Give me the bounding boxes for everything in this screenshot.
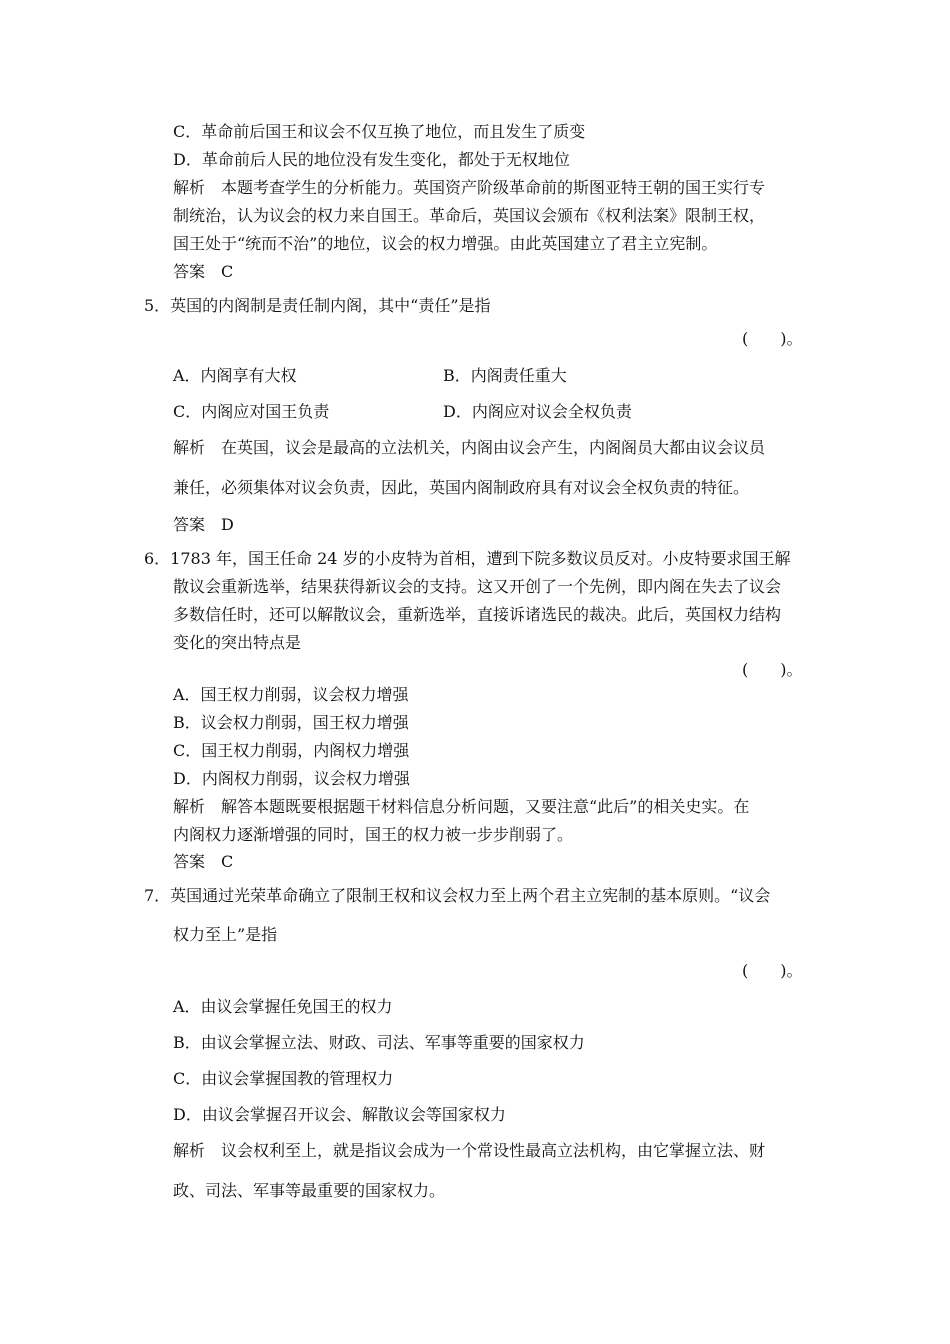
- q4-option-d: D．革命前后人民的地位没有发生变化，都处于无权地位: [173, 150, 570, 169]
- q7-stem-line: 权力至上”是指: [173, 925, 278, 944]
- q6-stem-line: 多数信任时，还可以解散议会，重新选举，直接诉诸选民的裁决。此后，英国权力结构: [173, 605, 782, 624]
- q6-stem-line: 散议会重新选举，结果获得新议会的支持。这又开创了一个先例，即内阁在失去了议会: [173, 577, 782, 596]
- q4-analysis-line: 制统治，认为议会的权力来自国王。革命后，英国议会颁布《权利法案》限制王权，: [173, 206, 766, 225]
- q6-analysis-line: 解析 解答本题既要根据题干材料信息分析问题，又要注意“此后”的相关史实。在: [173, 797, 750, 816]
- q6-option-a: A．国王权力削弱，议会权力增强: [173, 685, 409, 704]
- q4-analysis-line: 解析 本题考查学生的分析能力。英国资产阶级革命前的斯图亚特王朝的国王实行专: [173, 178, 766, 197]
- q5-option-b: B．内阁责任重大: [443, 366, 567, 385]
- q5-option-c: C．内阁应对国王负责: [173, 402, 330, 421]
- q4-analysis-line: 国王处于“统而不治”的地位，议会的权力增强。由此英国建立了君主立宪制。: [173, 234, 718, 253]
- q6-option-d: D．内阁权力削弱，议会权力增强: [173, 769, 410, 788]
- q7-option-a: A．由议会掌握任免国王的权力: [173, 997, 393, 1016]
- q5-stem: 5．英国的内阁制是责任制内阁，其中“责任”是指: [144, 296, 491, 315]
- q5-analysis-line: 解析 在英国，议会是最高的立法机关，内阁由议会产生，内阁阁员大都由议会议员: [173, 438, 766, 457]
- q5-option-d: D．内阁应对议会全权负责: [443, 402, 632, 421]
- q6-analysis-line: 内阁权力逐渐增强的同时，国王的权力被一步步削弱了。: [173, 825, 574, 844]
- q7-option-b: B．由议会掌握立法、财政、司法、军事等重要的国家权力: [173, 1033, 585, 1052]
- q5-answer-bracket: ( )。: [742, 329, 803, 348]
- q5-answer: 答案 D: [173, 515, 234, 534]
- q6-option-c: C．国王权力削弱，内阁权力增强: [173, 741, 410, 760]
- q7-analysis-line: 解析 议会权利至上，就是指议会成为一个常设性最高立法机构，由它掌握立法、财: [173, 1141, 766, 1160]
- q4-answer: 答案 C: [173, 262, 234, 281]
- q4-option-c: C．革命前后国王和议会不仅互换了地位，而且发生了质变: [173, 122, 586, 141]
- q7-analysis-line: 政、司法、军事等最重要的国家权力。: [173, 1181, 446, 1200]
- q6-stem-line: 变化的突出特点是: [173, 633, 302, 652]
- q7-stem-line: 7．英国通过光荣革命确立了限制王权和议会权力至上两个君主立宪制的基本原则。“议会: [144, 886, 771, 905]
- q6-answer-bracket: ( )。: [742, 660, 803, 679]
- q7-answer-bracket: ( )。: [742, 961, 803, 980]
- q7-option-c: C．由议会掌握国教的管理权力: [173, 1069, 394, 1088]
- q6-answer: 答案 C: [173, 852, 234, 871]
- q5-option-a: A．内阁享有大权: [173, 366, 297, 385]
- q6-stem-line: 6．1783 年，国王任命 24 岁的小皮特为首相，遭到下院多数议员反对。小皮特要求国王解: [144, 549, 791, 568]
- q7-option-d: D．由议会掌握召开议会、解散议会等国家权力: [173, 1105, 506, 1124]
- q6-option-b: B．议会权力削弱，国王权力增强: [173, 713, 409, 732]
- q5-analysis-line: 兼任，必须集体对议会负责，因此，英国内阁制政府具有对议会全权负责的特征。: [173, 478, 750, 497]
